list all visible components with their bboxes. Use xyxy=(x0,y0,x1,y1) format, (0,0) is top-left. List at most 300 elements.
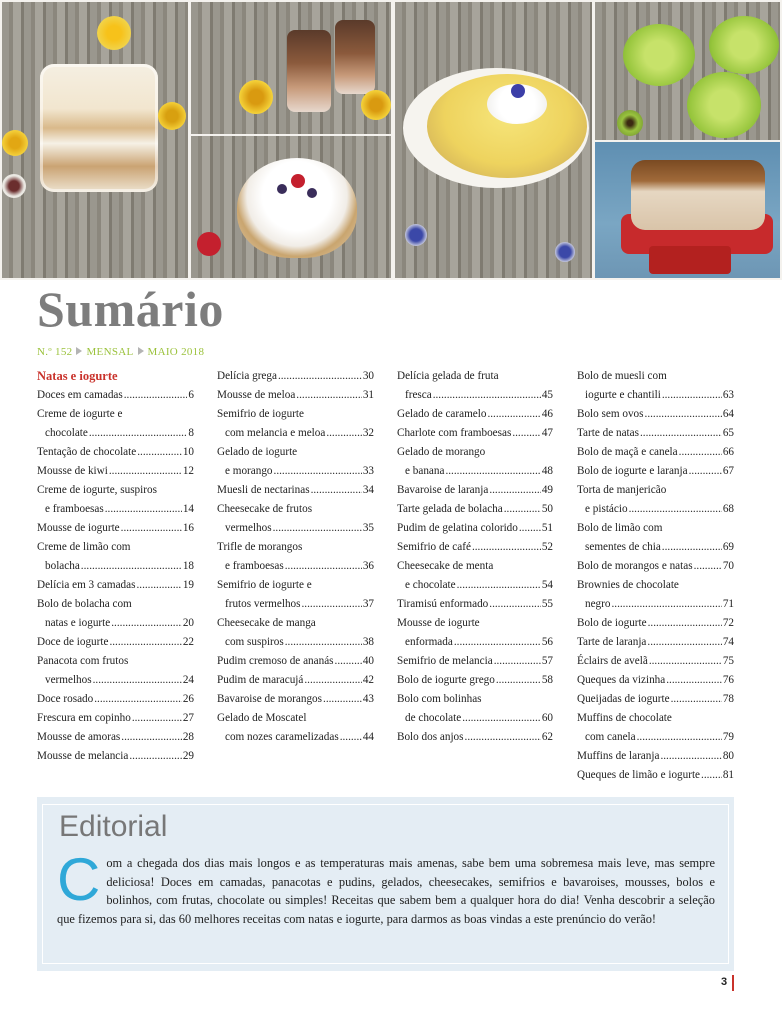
toc-entry-title: Semifrio de café xyxy=(397,541,471,553)
dot-leader xyxy=(689,462,722,481)
dot-leader xyxy=(457,576,541,595)
toc-entry[interactable] xyxy=(37,652,194,690)
toc-page-number: 16 xyxy=(182,522,194,534)
toc-entry-line xyxy=(217,386,374,405)
toc-entry-title: sementes de chia xyxy=(585,541,661,553)
toc-page-number: 34 xyxy=(362,484,374,496)
editorial-box xyxy=(37,797,734,971)
toc-entry-line xyxy=(577,386,734,405)
toc-entry-line xyxy=(217,690,374,709)
toc-entry-title: com suspiros xyxy=(225,636,284,648)
toc-entry-title: Mousse de melancia xyxy=(37,750,129,762)
toc-entry-line xyxy=(577,671,734,690)
toc-page-number: 75 xyxy=(722,655,734,667)
dot-leader xyxy=(701,766,722,785)
toc-page-number: 70 xyxy=(722,560,734,572)
toc-entry-line xyxy=(217,595,374,614)
toc-entry[interactable] xyxy=(37,709,194,728)
toc-entry-title: Semifrio de iogurte e xyxy=(217,579,312,591)
toc-page-number: 63 xyxy=(722,389,734,401)
photo-chocolate-mousse xyxy=(189,0,393,136)
dot-leader xyxy=(285,557,362,576)
toc-column-4 xyxy=(577,367,734,785)
dot-leader xyxy=(504,500,541,519)
dot-leader xyxy=(629,500,722,519)
toc-entry[interactable] xyxy=(577,690,734,709)
toc-page-number: 42 xyxy=(362,674,374,686)
toc-entry[interactable] xyxy=(37,481,194,519)
toc-column-1 xyxy=(37,367,194,766)
toc-entry-title: Bolo de limão com xyxy=(577,522,663,534)
dot-leader xyxy=(129,747,181,766)
toc-entry[interactable] xyxy=(577,462,734,481)
toc-page-number: 29 xyxy=(182,750,194,762)
toc-entry[interactable] xyxy=(217,500,374,538)
toc-page-number: 27 xyxy=(182,712,194,724)
toc-entry-title: Bolo de iogurte xyxy=(577,617,647,629)
toc-entry-title: Muffins de chocolate xyxy=(577,712,672,724)
dot-leader xyxy=(660,747,721,766)
toc-entry-line xyxy=(397,652,553,671)
dot-leader xyxy=(671,690,722,709)
toc-entry[interactable] xyxy=(397,538,553,557)
toc-entry[interactable] xyxy=(397,367,553,405)
toc-page-number: 54 xyxy=(541,579,553,591)
dot-leader xyxy=(326,424,361,443)
toc-entry-title: Doces em camadas xyxy=(37,389,123,401)
toc-page-number: 81 xyxy=(722,769,734,781)
toc-entry-line xyxy=(37,462,194,481)
toc-page-number: 55 xyxy=(541,598,553,610)
toc-entry-line xyxy=(577,595,734,614)
toc-page-number: 6 xyxy=(188,389,194,401)
photo-collage xyxy=(0,0,782,280)
dot-leader xyxy=(662,538,722,557)
toc-page-number: 68 xyxy=(722,503,734,515)
toc-page-number: 32 xyxy=(362,427,374,439)
toc-page-number: 45 xyxy=(541,389,553,401)
toc-entry[interactable] xyxy=(397,557,553,595)
toc-entry-title: e banana xyxy=(405,465,445,477)
toc-page-number: 47 xyxy=(541,427,553,439)
dot-leader xyxy=(445,462,540,481)
toc-page-number: 67 xyxy=(722,465,734,477)
toc-entry-title: Delícia grega xyxy=(217,370,277,382)
toc-entry[interactable] xyxy=(37,443,194,462)
dot-leader xyxy=(645,405,722,424)
toc-entry-line xyxy=(37,709,194,728)
toc-entry-title: Bolo sem ovos xyxy=(577,408,644,420)
toc-page-number: 19 xyxy=(182,579,194,591)
toc-entry-line xyxy=(577,690,734,709)
toc-column-2 xyxy=(217,367,374,747)
toc-entry[interactable] xyxy=(577,614,734,633)
toc-entry[interactable] xyxy=(37,728,194,747)
toc-entry-title: Doce de iogurte xyxy=(37,636,109,648)
toc-entry-line xyxy=(217,557,374,576)
toc-entry-title: Bavaroise de morangos xyxy=(217,693,323,705)
toc-entry[interactable] xyxy=(577,557,734,576)
toc-page-number: 71 xyxy=(722,598,734,610)
toc-entry-title: Bolo de iogurte e laranja xyxy=(577,465,688,477)
dot-leader xyxy=(278,367,362,386)
dot-leader xyxy=(302,595,362,614)
dot-leader xyxy=(121,728,182,747)
toc-entry[interactable] xyxy=(397,519,553,538)
toc-entry[interactable] xyxy=(577,424,734,443)
toc-entry-title: Cheesecake de frutos xyxy=(217,503,313,515)
toc-entry-title: natas e iogurte xyxy=(45,617,111,629)
toc-entry-line xyxy=(37,747,194,766)
toc-page-number: 22 xyxy=(182,636,194,648)
toc-page-number: 26 xyxy=(182,693,194,705)
toc-entry-title: Tarte gelada de bolacha xyxy=(397,503,503,515)
toc-entry-line xyxy=(577,462,734,481)
toc-entry[interactable] xyxy=(577,443,734,462)
toc-entry-line xyxy=(37,424,194,443)
toc-entry[interactable] xyxy=(217,405,374,443)
dot-leader xyxy=(111,614,182,633)
toc-entry-title: Queijadas de iogurte xyxy=(577,693,670,705)
toc-entry-title: Queques da vizinha xyxy=(577,674,666,686)
dot-leader xyxy=(94,690,182,709)
toc-entry-line xyxy=(577,500,734,519)
toc-entry-line xyxy=(37,500,194,519)
toc-page-number: 31 xyxy=(362,389,374,401)
toc-entry[interactable] xyxy=(577,633,734,652)
toc-entry[interactable] xyxy=(397,671,553,690)
toc-entry-title: com canela xyxy=(585,731,636,743)
toc-entry-line xyxy=(217,424,374,443)
editorial-dropcap: C xyxy=(57,846,101,913)
page-number-bar xyxy=(732,975,734,991)
toc-entry[interactable] xyxy=(37,538,194,576)
toc-entry-line xyxy=(217,633,374,652)
toc-entry-title: Bolo de morangos e natas xyxy=(577,560,693,572)
toc-entry[interactable] xyxy=(577,519,734,557)
toc-entry[interactable] xyxy=(577,671,734,690)
dot-leader xyxy=(679,443,722,462)
photo-cream-berries xyxy=(189,134,393,280)
dot-leader xyxy=(121,519,182,538)
toc-page-number: 10 xyxy=(182,446,194,458)
toc-entry-title: e framboesas xyxy=(225,560,284,572)
toc-page-number: 44 xyxy=(362,731,374,743)
toc-entry[interactable] xyxy=(577,709,734,747)
toc-page-number: 14 xyxy=(182,503,194,515)
dot-leader xyxy=(462,709,541,728)
toc-entry-line xyxy=(397,519,553,538)
toc-entry-line xyxy=(397,386,553,405)
toc-entry[interactable] xyxy=(397,652,553,671)
toc-entry-title: com nozes caramelizadas xyxy=(225,731,339,743)
toc-entry-line xyxy=(37,557,194,576)
photo-chocolate-cake xyxy=(593,140,782,280)
dot-leader xyxy=(472,538,541,557)
dot-leader xyxy=(662,386,722,405)
toc-entry-line xyxy=(397,671,553,690)
toc-entry-title: Gelado de iogurte xyxy=(217,446,298,458)
toc-page-number: 12 xyxy=(182,465,194,477)
toc-entry-title: Gelado de Moscatel xyxy=(217,712,307,724)
toc-entry-title: Bolo com bolinhas xyxy=(397,693,482,705)
dot-leader xyxy=(81,557,182,576)
toc-entry[interactable] xyxy=(397,728,553,747)
toc-entry-line xyxy=(37,614,194,633)
toc-entry-title: Gelado de morango xyxy=(397,446,486,458)
toc-entry[interactable] xyxy=(217,652,374,671)
toc-entry-line xyxy=(397,462,553,481)
toc-entry-line xyxy=(397,405,553,424)
toc-page-number: 74 xyxy=(722,636,734,648)
dot-leader xyxy=(311,481,362,500)
toc-page-number: 38 xyxy=(362,636,374,648)
toc-entry-line xyxy=(37,386,194,405)
toc-entry-title: Mousse de iogurte xyxy=(397,617,480,629)
toc-entry-line xyxy=(37,633,194,652)
toc-entry-line xyxy=(37,690,194,709)
issue-info xyxy=(37,346,208,358)
toc-entry-line xyxy=(397,424,553,443)
toc-entry[interactable] xyxy=(37,747,194,766)
triangle-icon xyxy=(138,347,144,355)
toc-entry[interactable] xyxy=(217,576,374,614)
toc-entry[interactable] xyxy=(217,367,374,386)
toc-entry-line xyxy=(577,728,734,747)
toc-entry-title: vermelhos xyxy=(225,522,272,534)
dot-leader xyxy=(296,386,362,405)
toc-page-number: 69 xyxy=(722,541,734,553)
toc-entry-title: iogurte e chantili xyxy=(585,389,661,401)
toc-entry[interactable] xyxy=(397,595,553,614)
toc-page-number: 72 xyxy=(722,617,734,629)
toc-entry-title: e framboesas xyxy=(45,503,104,515)
toc-entry-title: Tiramisú enformado xyxy=(397,598,489,610)
toc-entry[interactable] xyxy=(217,481,374,500)
toc-page-number: 48 xyxy=(541,465,553,477)
toc-entry-title: Frescura em copinho xyxy=(37,712,131,724)
toc-entry-title: Pudim cremoso de ananás xyxy=(217,655,334,667)
dot-leader xyxy=(89,424,188,443)
toc-entry[interactable] xyxy=(217,709,374,747)
toc-entry-title: Tarte de laranja xyxy=(577,636,647,648)
toc-entry[interactable] xyxy=(37,595,194,633)
toc-page-number: 18 xyxy=(182,560,194,572)
toc-entry-line xyxy=(397,633,553,652)
toc-entry-line xyxy=(577,405,734,424)
glass-bowl xyxy=(40,64,158,192)
toc-entry-title: Bolo de maçã e canela xyxy=(577,446,678,458)
dot-leader xyxy=(137,443,182,462)
toc-entry[interactable] xyxy=(397,481,553,500)
dot-leader xyxy=(494,652,541,671)
toc-entry-title: com melancia e meloa xyxy=(225,427,326,439)
toc-entry[interactable] xyxy=(577,405,734,424)
toc-entry-line xyxy=(577,614,734,633)
toc-entry-line xyxy=(37,443,194,462)
toc-entry-title: Semifrio de melancia xyxy=(397,655,493,667)
toc-page-number: 56 xyxy=(541,636,553,648)
editorial-text: om a chegada dos dias mais longos e as temperaturas mais amenas, sabe bem uma sobremesa mais leve, mas sempre deliciosa! Doces em camadas, panacotas e pudins, gelados, cheesecakes, semifrios e bavaroises, mousses, bolos e bolinhos, com frutas, chocolate ou simples! Receitas que sabem bem a qualquer hora do dia! Venha descobrir a seleção que fizemos para si, das 60 melhores receitas com natas e iogurte, para darmos as boas vindas a este prenúncio do verão! xyxy=(57,856,715,926)
toc-entry-line xyxy=(217,481,374,500)
toc-entry[interactable] xyxy=(37,386,194,405)
dot-leader xyxy=(105,500,182,519)
toc-entry[interactable] xyxy=(577,576,734,614)
toc-entry[interactable] xyxy=(397,614,553,652)
toc-entry-line xyxy=(397,481,553,500)
toc-entry-title: Doce rosado xyxy=(37,693,94,705)
toc-entry[interactable] xyxy=(37,462,194,481)
toc-entry[interactable] xyxy=(217,614,374,652)
toc-entry-title: Pudim de maracujá xyxy=(217,674,304,686)
toc-page-number: 50 xyxy=(541,503,553,515)
dot-leader xyxy=(637,728,722,747)
toc-entry-title: de chocolate xyxy=(405,712,462,724)
toc-page-number: 78 xyxy=(722,693,734,705)
toc-entry-line xyxy=(577,424,734,443)
toc-entry-title: chocolate xyxy=(45,427,88,439)
toc-page-number: 43 xyxy=(362,693,374,705)
toc-page-number: 51 xyxy=(541,522,553,534)
toc-entry[interactable] xyxy=(577,367,734,405)
toc-entry-title: Delícia em 3 camadas xyxy=(37,579,136,591)
toc-entry[interactable] xyxy=(397,443,553,481)
toc-entry-title: e pistácio xyxy=(585,503,628,515)
dot-leader xyxy=(647,633,721,652)
toc-entry-title: Mousse de meloa xyxy=(217,389,296,401)
toc-page-number: 8 xyxy=(188,427,194,439)
toc-entry-line xyxy=(577,633,734,652)
toc-entry-line xyxy=(37,728,194,747)
toc-entry[interactable] xyxy=(397,500,553,519)
toc-entry[interactable] xyxy=(217,386,374,405)
toc-page-number: 46 xyxy=(541,408,553,420)
toc-entry-line xyxy=(397,576,553,595)
dot-leader xyxy=(454,633,541,652)
toc-entry-title: Bolo dos anjos xyxy=(397,731,464,743)
dot-leader xyxy=(136,576,181,595)
toc-entry-title: e morango xyxy=(225,465,273,477)
toc-entry[interactable] xyxy=(217,690,374,709)
toc-entry-line xyxy=(577,747,734,766)
dot-leader xyxy=(487,405,540,424)
toc-page-number: 37 xyxy=(362,598,374,610)
toc-entry-line xyxy=(577,766,734,785)
toc-entry[interactable] xyxy=(397,690,553,728)
toc-entry[interactable] xyxy=(577,481,734,519)
toc-entry-line xyxy=(37,576,194,595)
triangle-icon xyxy=(76,347,82,355)
toc-entry[interactable] xyxy=(37,519,194,538)
toc-entry-title: Panacota com frutos xyxy=(37,655,129,667)
toc-entry-title: Creme de iogurte, suspiros xyxy=(37,484,157,496)
toc-column-3 xyxy=(397,367,553,747)
dot-leader xyxy=(519,519,541,538)
toc-entry-line xyxy=(37,519,194,538)
toc-page-number: 65 xyxy=(722,427,734,439)
toc-page-number: 64 xyxy=(722,408,734,420)
toc-page-number: 49 xyxy=(541,484,553,496)
toc-entry-line xyxy=(397,500,553,519)
toc-page-number: 30 xyxy=(362,370,374,382)
toc-entry-title: Tarte de natas xyxy=(577,427,639,439)
toc-entry-title: Mousse de iogurte xyxy=(37,522,120,534)
toc-page-number: 52 xyxy=(541,541,553,553)
toc-entry-title: Torta de manjericão xyxy=(577,484,667,496)
toc-entry[interactable] xyxy=(217,538,374,576)
toc-entry-line xyxy=(397,538,553,557)
page-number: 3 xyxy=(721,976,728,988)
toc-entry[interactable] xyxy=(397,424,553,443)
toc-entry-title: Tentação de chocolate xyxy=(37,446,137,458)
dot-leader xyxy=(512,424,540,443)
toc-entry-line xyxy=(217,462,374,481)
dot-leader xyxy=(323,690,362,709)
page-title: Sumário xyxy=(37,281,224,337)
toc-entry-title: Bolo de iogurte grego xyxy=(397,674,495,686)
dot-leader xyxy=(611,595,721,614)
toc-page-number: 40 xyxy=(362,655,374,667)
toc-entry[interactable] xyxy=(577,652,734,671)
section-heading: Natas e iogurte xyxy=(37,369,118,383)
toc-entry-title: enformada xyxy=(405,636,453,648)
toc-entry[interactable] xyxy=(37,690,194,709)
toc-entry[interactable] xyxy=(577,747,734,766)
toc-entry[interactable] xyxy=(37,405,194,443)
toc-entry[interactable] xyxy=(37,633,194,652)
toc-entry-line xyxy=(217,367,374,386)
toc-page-number: 57 xyxy=(541,655,553,667)
toc-entry-title: Éclairs de avelã xyxy=(577,655,648,667)
dot-leader xyxy=(335,652,362,671)
dot-leader xyxy=(489,481,540,500)
toc-entry-title: fresca xyxy=(405,389,432,401)
dot-leader xyxy=(304,671,361,690)
toc-entry-title: Bolo de muesli com xyxy=(577,370,667,382)
toc-entry-line xyxy=(577,538,734,557)
toc-entry-title: Muffins de laranja xyxy=(577,750,660,762)
toc-entry-line xyxy=(577,652,734,671)
toc-entry-title: Creme de limão com xyxy=(37,541,131,553)
toc-page-number: 36 xyxy=(362,560,374,572)
toc-entry[interactable] xyxy=(217,671,374,690)
toc-entry-title: Pudim de gelatina colorido xyxy=(397,522,518,534)
toc-entry[interactable] xyxy=(397,405,553,424)
photo-mango-cheesecake xyxy=(393,0,594,280)
toc-page-number: 24 xyxy=(182,674,194,686)
issue-number: N.º 152 xyxy=(37,346,73,358)
toc-entry-title: e chocolate xyxy=(405,579,456,591)
toc-entry[interactable] xyxy=(37,576,194,595)
dot-leader xyxy=(465,728,541,747)
toc-entry-title: Bolo de bolacha com xyxy=(37,598,132,610)
dot-leader xyxy=(666,671,722,690)
toc-entry-line xyxy=(397,709,553,728)
dot-leader xyxy=(124,386,188,405)
dot-leader xyxy=(273,519,362,538)
toc-entry[interactable] xyxy=(217,443,374,481)
toc-entry-line xyxy=(217,728,374,747)
dot-leader xyxy=(132,709,182,728)
toc-entry-line xyxy=(37,671,194,690)
toc-entry-title: Charlote com framboesas xyxy=(397,427,512,439)
toc-entry[interactable] xyxy=(577,766,734,785)
dot-leader xyxy=(489,595,541,614)
toc-entry-title: vermelhos xyxy=(45,674,92,686)
toc-entry-title: Mousse de kiwi xyxy=(37,465,108,477)
dot-leader xyxy=(93,671,182,690)
toc-entry-title: Semifrio de iogurte xyxy=(217,408,304,420)
